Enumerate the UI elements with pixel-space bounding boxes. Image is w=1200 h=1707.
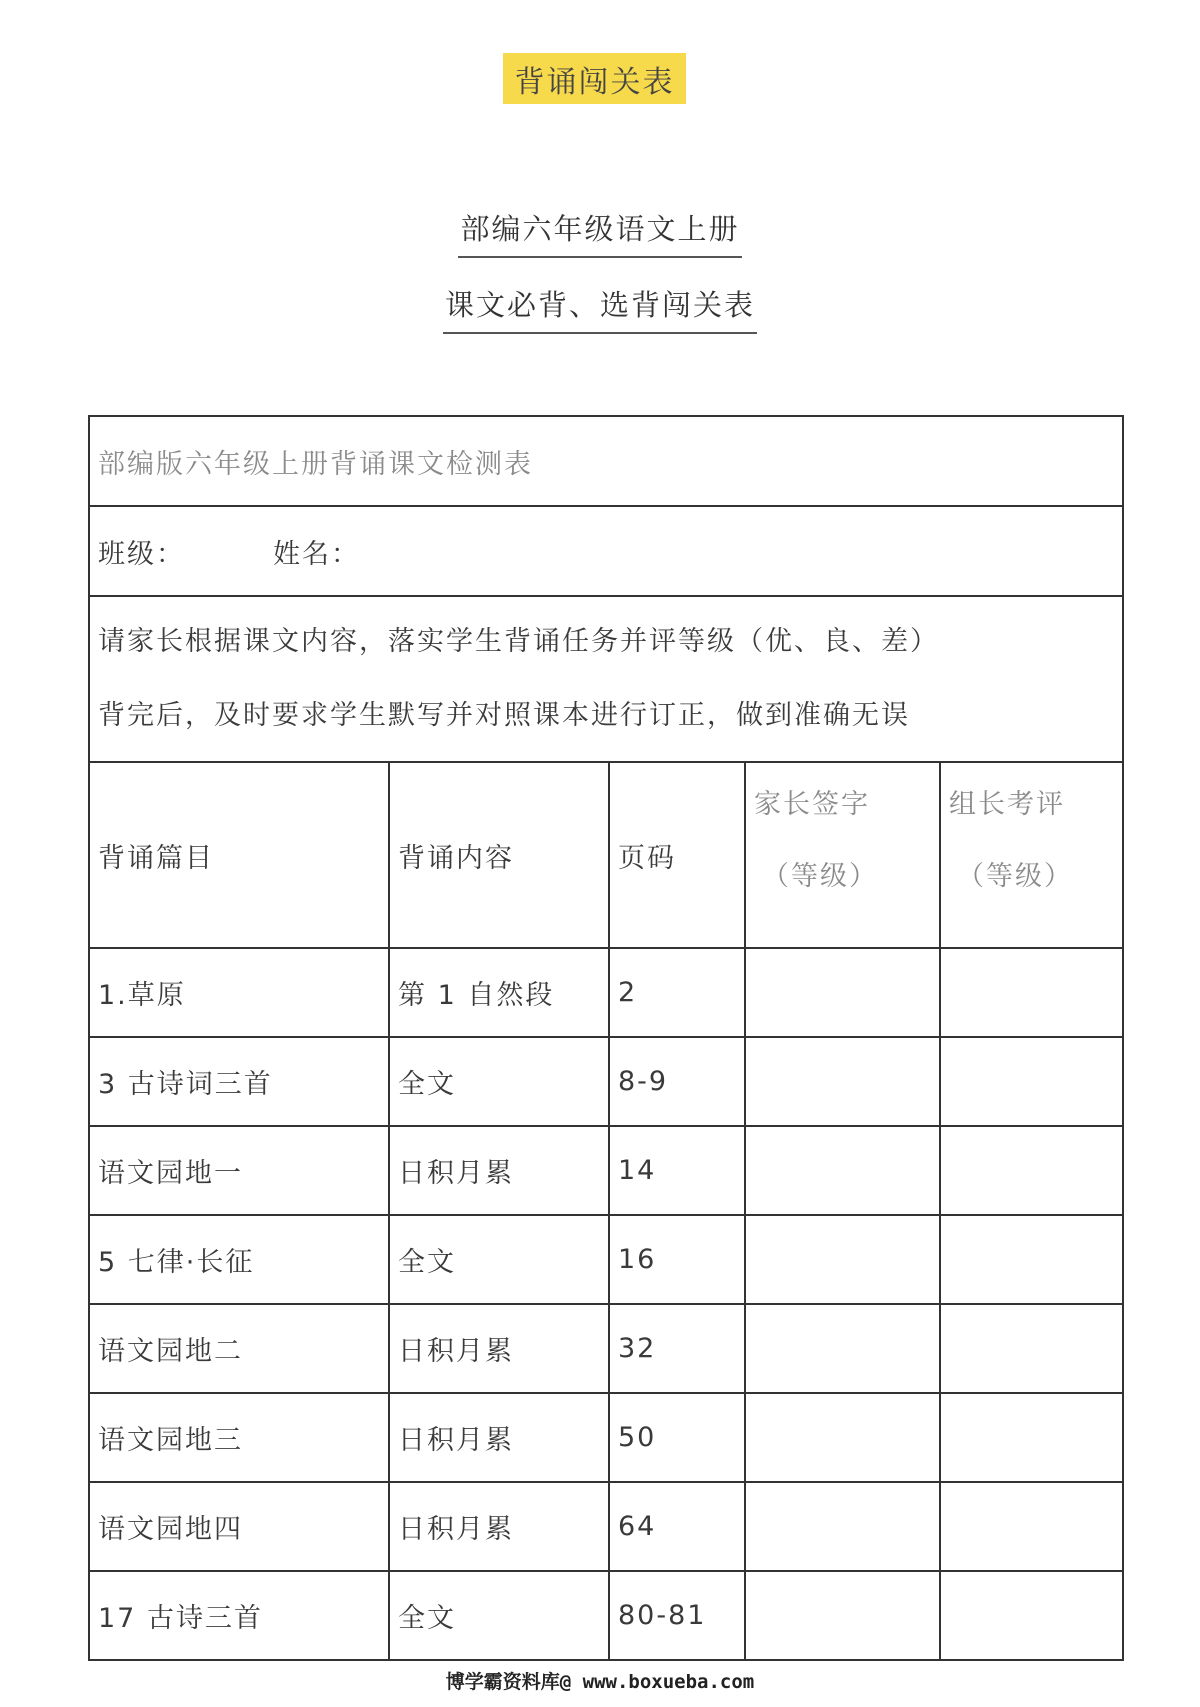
parent-sign-cell[interactable] (745, 948, 940, 1037)
header-title: 背诵篇目 (89, 762, 389, 948)
row-content: 全文 (389, 1571, 609, 1660)
parent-sign-cell[interactable] (745, 1304, 940, 1393)
row-title: 语文园地四 (89, 1482, 389, 1571)
header-leader-eval-line2: （等级） (957, 861, 1073, 892)
parent-sign-cell[interactable] (745, 1482, 940, 1571)
leader-eval-cell[interactable] (940, 1215, 1123, 1304)
footer-watermark[interactable]: 博学霸资料库@ www.boxueba.com (445, 1671, 755, 1693)
instructions (89, 596, 1123, 762)
table-title: 部编版六年级上册背诵课文检测表 (89, 416, 1123, 506)
table-row (89, 1571, 1123, 1660)
row-page: 64 (609, 1482, 745, 1571)
row-title: 17 古诗三首 (89, 1571, 389, 1660)
row-title: 语文园地二 (89, 1304, 389, 1393)
parent-sign-cell[interactable] (745, 1393, 940, 1482)
row-page: 16 (609, 1215, 745, 1304)
row-content: 第 1 自然段 (389, 948, 609, 1037)
row-title: 3 古诗词三首 (89, 1037, 389, 1126)
table-row (89, 1393, 1123, 1482)
row-content: 全文 (389, 1215, 609, 1304)
heading-grade (0, 207, 1200, 258)
row-content: 日积月累 (389, 1393, 609, 1482)
banner-title: 背诵闯关表 (503, 53, 686, 104)
row-page: 32 (609, 1304, 745, 1393)
leader-eval-cell[interactable] (940, 1482, 1123, 1571)
leader-eval-cell[interactable] (940, 1037, 1123, 1126)
header-page: 页码 (609, 762, 745, 948)
row-content: 日积月累 (389, 1482, 609, 1571)
row-content: 日积月累 (389, 1126, 609, 1215)
row-content: 全文 (389, 1037, 609, 1126)
recitation-table (88, 415, 1124, 1661)
parent-sign-cell[interactable] (745, 1126, 940, 1215)
row-page: 8-9 (609, 1037, 745, 1126)
heading-subtitle (0, 283, 1200, 334)
heading-grade-text: 部编六年级语文上册 (458, 207, 741, 258)
instruction-line-2: 背完后，及时要求学生默写并对照课本进行订正，做到准确无误 (98, 700, 910, 731)
instruction-line-1: 请家长根据课文内容，落实学生背诵任务并评等级（优、良、差） (98, 626, 939, 657)
row-title: 5 七律·长征 (89, 1215, 389, 1304)
leader-eval-cell[interactable] (940, 1126, 1123, 1215)
table-row (89, 1126, 1123, 1215)
row-page: 50 (609, 1393, 745, 1482)
leader-eval-cell[interactable] (940, 1304, 1123, 1393)
row-content: 日积月累 (389, 1304, 609, 1393)
parent-sign-cell[interactable] (745, 1037, 940, 1126)
table-row (89, 1304, 1123, 1393)
table-row (89, 1215, 1123, 1304)
name-label: 姓名： (273, 538, 360, 570)
header-leader-eval (940, 762, 1123, 948)
table-row (89, 1482, 1123, 1571)
table-row (89, 1037, 1123, 1126)
row-page: 2 (609, 948, 745, 1037)
row-title: 1.草原 (89, 948, 389, 1037)
header-parent-sign-line2: （等级） (762, 861, 878, 892)
table-row (89, 948, 1123, 1037)
header-parent-sign-line1: 家长签字 (754, 789, 870, 820)
leader-eval-cell[interactable] (940, 1571, 1123, 1660)
row-page: 14 (609, 1126, 745, 1215)
header-leader-eval-line1: 组长考评 (949, 789, 1065, 820)
row-title: 语文园地三 (89, 1393, 389, 1482)
header-content: 背诵内容 (389, 762, 609, 948)
row-title: 语文园地一 (89, 1126, 389, 1215)
parent-sign-cell[interactable] (745, 1215, 940, 1304)
class-label: 班级： (98, 538, 185, 570)
leader-eval-cell[interactable] (940, 948, 1123, 1037)
row-page: 80-81 (609, 1571, 745, 1660)
parent-sign-cell[interactable] (745, 1571, 940, 1660)
leader-eval-cell[interactable] (940, 1393, 1123, 1482)
class-name-row (89, 506, 1123, 596)
header-parent-sign (745, 762, 940, 948)
heading-subtitle-text: 课文必背、选背闯关表 (443, 283, 757, 334)
